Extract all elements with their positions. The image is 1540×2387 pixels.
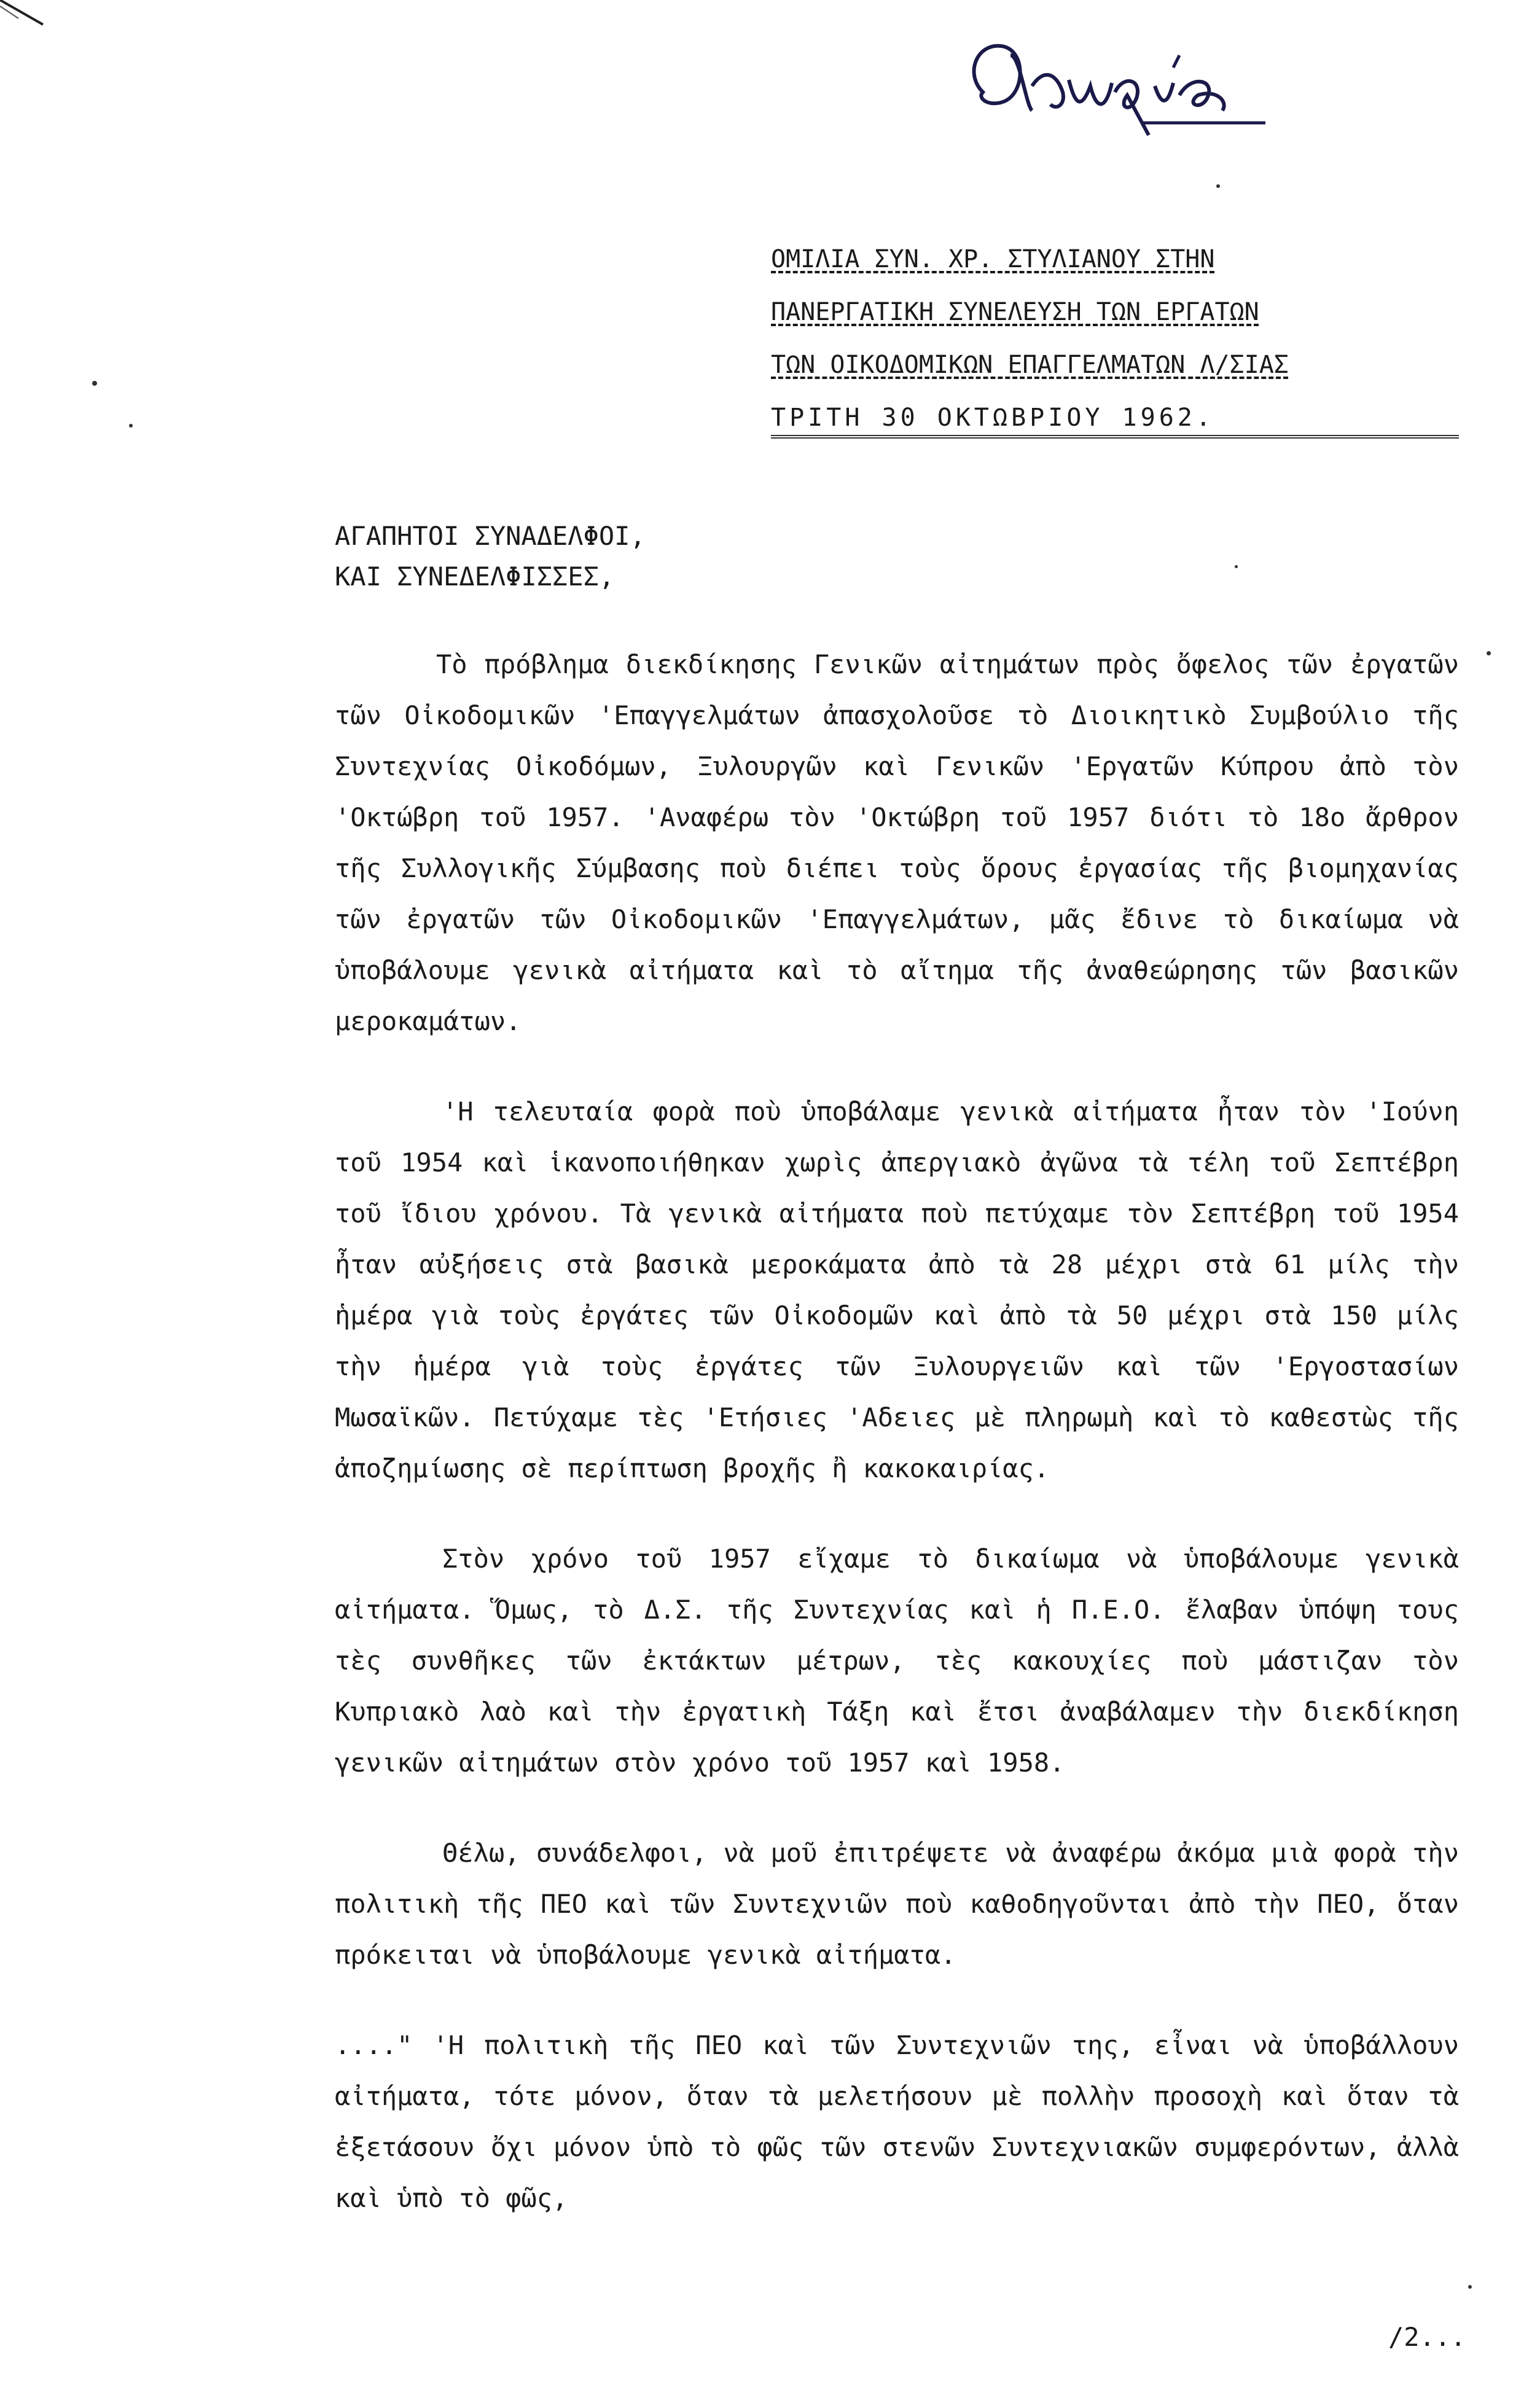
paragraph-4: Θέλω, συνάδελφοι, νὰ μοῦ ἐπιτρέψετε νὰ ἀναφέρω ἀκόμα μιὰ φορὰ τὴν πολιτικὴ τῆς ΠΕΟ καὶ τῶν Συντεχνιῶν ποὺ καθοδηγοῦνται ἀπὸ τὴν ΠΕΟ, ὅταν πρόκειται νὰ ὑποβάλουμε γενικὰ αἰτήματα.: [335, 1838, 1459, 1970]
paragraph-2: 'Η τελευταία φορὰ ποὺ ὑποβάλαμε γενικὰ αἰτήματα ἦταν τὸν 'Ιούνη τοῦ 1954 καὶ ἱκανοποιήθηκαν χωρὶς ἀπεργιακὸ ἀγῶνα τὰ τέλη τοῦ Σεπτέβρη τοῦ ἴδιου χρόνου. Τὰ γενικὰ αἰτήματα ποὺ πετύχαμε τὸν Σεπτέβρη τοῦ 1954 ἦταν αὐξήσεις στὰ βασικὰ μεροκάματα ἀπὸ τὰ 28 μέχρι στὰ 61 μίλς τὴν ἡμέρα γιὰ τοὺς ἐργάτες τῶν Οἰκοδομῶν καὶ ἀπὸ τὰ 50 μέχρι στὰ 150 μίλς τὴν ἡμέρα γιὰ τοὺς ἐργάτες τῶν Ξυλουργειῶν καὶ τῶν 'Εργοστασίων Μωσαϊκῶν. Πετύχαμε τὲς 'Ετήσιες 'Αδειες μὲ πληρωμὴ καὶ τὸ καθεστὼς τῆς ἀποζημίωσης σὲ περίπτωση βροχῆς ἢ κακοκαιρίας.: [335, 1096, 1459, 1483]
salutation-line-2: ΚΑΙ ΣΥΝΕΔΕΛΦΙΣΣΕΣ,: [335, 561, 615, 592]
paragraph-3: Στὸν χρόνο τοῦ 1957 εἴχαμε τὸ δικαίωμα νὰ ὑποβάλουμε γενικὰ αἰτήματα. Ὅμως, τὸ Δ.Σ. τῆς Συντεχνίας καὶ ἡ Π.Ε.Ο. ἔλαβαν ὑπόψη τους τὲς συνθῆκες τῶν ἐκτάκτων μέτρων, τὲς κακουχίες ποὺ μάστιζαν τὸν Κυπριακὸ λαὸ καὶ τὴν ἐργατικὴ Τάξη καὶ ἔτσι ἀναβάλαμεν τὴν διεκδίκηση γενικῶν αἰτημάτων στὸν χρόνο τοῦ 1957 καὶ 1958.: [335, 1544, 1459, 1778]
salutation-line-1: ΑΓΑΠΗΤΟΙ ΣΥΝΑΔΕΛΦΟΙ,: [335, 521, 646, 551]
header-date-line: ΤΡΙΤΗ 30 ΟΚΤΩΒΡΙΟΥ 1962.: [771, 404, 1459, 439]
paragraph-5-quote: ...." 'Η πολιτικὴ τῆς ΠΕΟ καὶ τῶν Συντεχνιῶν της, εἶναι νὰ ὑποβάλλουν αἰτήματα, τότε μόνον, ὅταν τὰ μελετήσουν μὲ πολλὴν προσοχὴ καὶ ὅταν τὰ ἐξετάσουν ὄχι μόνον ὑπὸ τὸ φῶς τῶν στενῶν Συντεχνιακῶν συμφερόντων, ἀλλὰ καὶ ὑπὸ τὸ φῶς,: [335, 2030, 1459, 2213]
header-line-3: ΤΩΝ ΟΙΚΟΔΟΜΙΚΩΝ ΕΠΑΓΓΕΛΜΑΤΩΝ Λ/ΣΙΑΣ: [771, 351, 1289, 379]
paragraph-1: Τὸ πρόβλημα διεκδίκησης Γενικῶν αἰτημάτων πρὸς ὄφελος τῶν ἐργατῶν τῶν Οἰκοδομικῶν 'Επαγγελμάτων ἀπασχολοῦσε τὸ Διοικητικὸ Συμβούλιο τῆς Συντεχνίας Οἰκοδόμων, Ξυλουργῶν καὶ Γενικῶν 'Εργατῶν Κύπρου ἀπὸ τὸν 'Οκτώβρη τοῦ 1957. 'Αναφέρω τὸν 'Οκτώβρη τοῦ 1957 διότι τὸ 18ο ἄρθρον τῆς Συλλογικῆς Σύμβασης ποὺ διέπει τοὺς ὅρους ἐργασίας τῆς βιομηχανίας τῶν ἐργατῶν τῶν Οἰκοδομικῶν 'Επαγγελμάτων, μᾶς ἔδινε τὸ δικαίωμα νὰ ὑποβάλουμε γενικὰ αἰτήματα καὶ τὸ αἴτημα τῆς ἀναθεώρησης τῶν βασικῶν μεροκαμάτων.: [335, 649, 1459, 1036]
page-continuation-marker: /2...: [1388, 2322, 1466, 2352]
scan-speck: [1468, 2285, 1472, 2289]
scan-speck: [1216, 184, 1220, 188]
salutation: [335, 516, 646, 597]
header-line-1: ΟΜΙΛΙΑ ΣΥΝ. ΧΡ. ΣΤΥΛΙΑΝΟΥ ΣΤΗΝ: [771, 245, 1215, 273]
scan-speck: [1235, 565, 1238, 568]
scan-speck: [1487, 651, 1491, 655]
header-line-2: ΠΑΝΕΡΓΑΤΙΚΗ ΣΥΝΕΛΕΥΣΗ ΤΩΝ ΕΡΓΑΤΩΝ: [771, 298, 1259, 326]
page-corner-fold-mark: [0, 0, 74, 74]
scan-speck: [129, 424, 133, 428]
handwritten-annotation: [958, 18, 1278, 154]
speech-header: [771, 246, 1459, 439]
scan-speck: [92, 381, 97, 386]
speech-body: [335, 639, 1459, 2224]
